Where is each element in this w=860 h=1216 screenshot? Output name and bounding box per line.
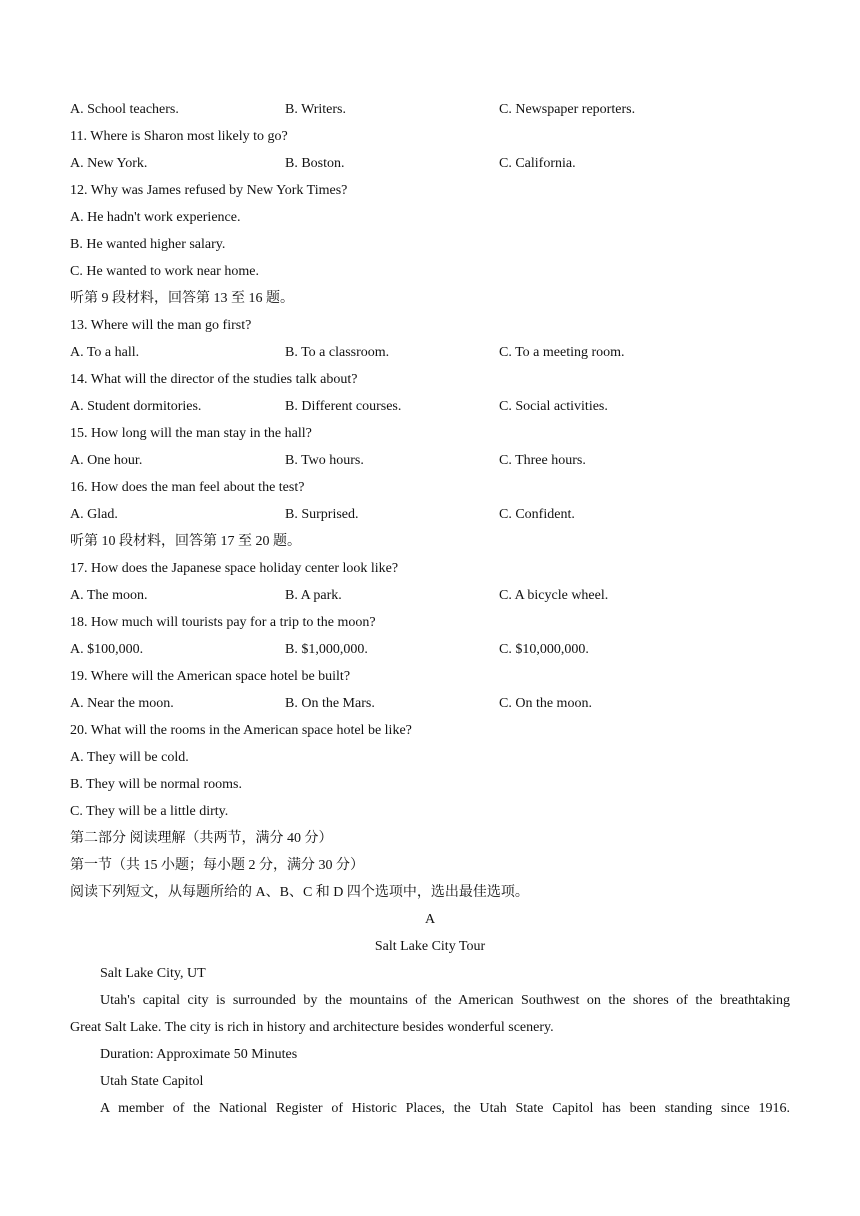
capitol-heading: Utah State Capitol: [100, 1074, 204, 1089]
option-b: B. Writers.: [285, 102, 347, 117]
capitol-paragraph: A member of the National Register of Historic Places, the Utah State Capitol has been standing since 1916.: [100, 1101, 790, 1116]
question-19-stem: 19. Where will the American space hotel be built?: [70, 669, 351, 684]
question-18-stem: 18. How much will tourists pay for a trip to the moon?: [70, 615, 376, 630]
option-c: C. Newspaper reporters.: [499, 102, 636, 117]
question-14-stem: 14. What will the director of the studies talk about?: [70, 372, 358, 387]
q15-options: [70, 447, 790, 474]
option-b: B. Surprised.: [285, 507, 359, 522]
option-b: B. Different courses.: [285, 399, 402, 414]
exam-page: [70, 96, 790, 1122]
question-16-stem: 16. How does the man feel about the test?: [70, 480, 305, 495]
q10-options: [70, 96, 790, 123]
option-a: A. $100,000.: [70, 642, 144, 657]
option-a: A. Near the moon.: [70, 696, 174, 711]
option-b: B. To a classroom.: [285, 345, 390, 360]
option-c: C. $10,000,000.: [499, 642, 589, 657]
option-b: B. A park.: [285, 588, 342, 603]
option-a: A. He hadn't work experience.: [70, 210, 241, 225]
option-a: A. School teachers.: [70, 102, 179, 117]
section-9-instruction: 听第 9 段材料，回答第 13 至 16 题。: [70, 291, 294, 306]
option-c: C. Confident.: [499, 507, 575, 522]
question-11-stem: 11. Where is Sharon most likely to go?: [70, 129, 288, 144]
q18-options: [70, 636, 790, 663]
q11-options: [70, 150, 790, 177]
question-20-stem: 20. What will the rooms in the American space hotel be like?: [70, 723, 412, 738]
q13-options: [70, 339, 790, 366]
passage-paragraph-1-cont: Great Salt Lake. The city is rich in history and architecture besides wonderful scenery.: [70, 1020, 554, 1035]
option-c: C. He wanted to work near home.: [70, 264, 259, 279]
option-c: C. Three hours.: [499, 453, 586, 468]
passage-paragraph-1: Utah's capital city is surrounded by the mountains of the American Southwest on the shores of the breathtaking: [100, 993, 790, 1008]
tour-duration: Duration: Approximate 50 Minutes: [100, 1047, 298, 1062]
option-c: C. On the moon.: [499, 696, 592, 711]
question-13-stem: 13. Where will the man go first?: [70, 318, 252, 333]
section-1-title: 第一节（共 15 小题；每小题 2 分，满分 30 分）: [70, 858, 364, 873]
option-b: B. Two hours.: [285, 453, 364, 468]
option-a: A. New York.: [70, 156, 148, 171]
option-b: B. He wanted higher salary.: [70, 237, 226, 252]
option-b: B. On the Mars.: [285, 696, 375, 711]
q16-options: [70, 501, 790, 528]
option-a: A. Glad.: [70, 507, 118, 522]
reading-instructions: 阅读下列短文，从每题所给的 A、B、C 和 D 四个选项中，选出最佳选项。: [70, 885, 529, 900]
option-a: A. The moon.: [70, 588, 148, 603]
option-b: B. Boston.: [285, 156, 345, 171]
q19-options: [70, 690, 790, 717]
section-10-instruction: 听第 10 段材料，回答第 17 至 20 题。: [70, 534, 301, 549]
option-a: A. To a hall.: [70, 345, 140, 360]
option-c: C. They will be a little dirty.: [70, 804, 229, 819]
option-a: A. They will be cold.: [70, 750, 189, 765]
part-2-title: 第二部分 阅读理解（共两节，满分 40 分）: [70, 831, 333, 846]
option-b: B. $1,000,000.: [285, 642, 368, 657]
passage-location: Salt Lake City, UT: [100, 966, 206, 981]
option-c: C. California.: [499, 156, 576, 171]
option-a: A. One hour.: [70, 453, 143, 468]
question-12-stem: 12. Why was James refused by New York Times?: [70, 183, 348, 198]
option-c: C. A bicycle wheel.: [499, 588, 609, 603]
q14-options: [70, 393, 790, 420]
option-b: B. They will be normal rooms.: [70, 777, 242, 792]
q17-options: [70, 582, 790, 609]
option-a: A. Student dormitories.: [70, 399, 202, 414]
option-c: C. Social activities.: [499, 399, 608, 414]
passage-title: Salt Lake City Tour: [374, 939, 486, 954]
option-c: C. To a meeting room.: [499, 345, 625, 360]
question-17-stem: 17. How does the Japanese space holiday center look like?: [70, 561, 399, 576]
question-15-stem: 15. How long will the man stay in the hall?: [70, 426, 312, 441]
passage-letter: A: [424, 912, 436, 927]
